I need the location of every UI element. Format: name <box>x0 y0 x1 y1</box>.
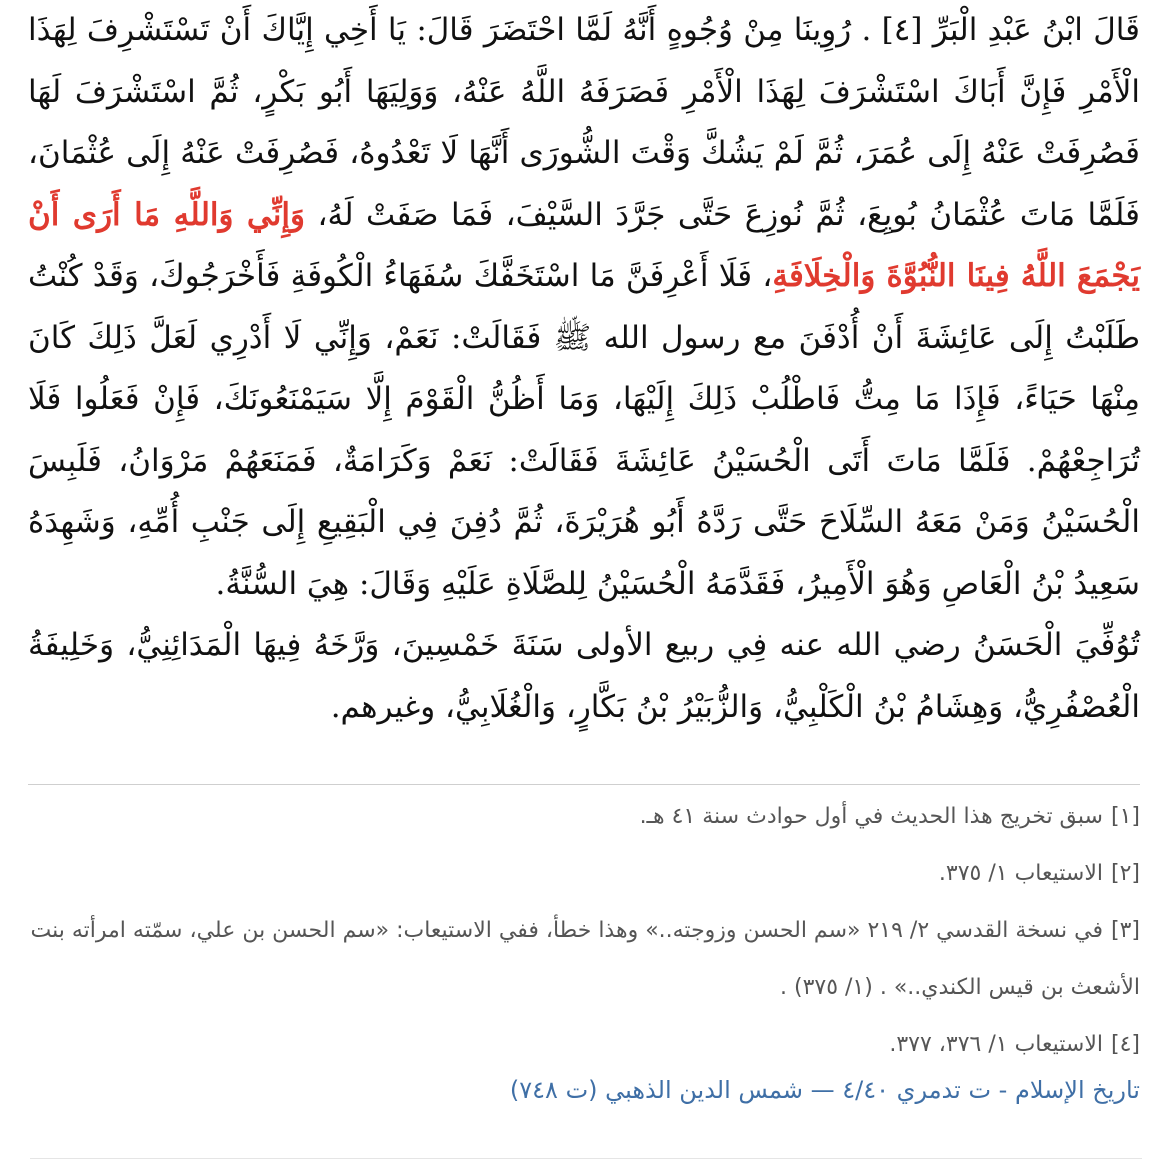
footnote-text: في نسخة القدسي ٢/ ٢١٩ «سم الحسن وزوجته..» وهذا خطأ، ففي الاستيعاب: «سم الحسن بن علي، سمّته امرأته بنت الأشعث بن قيس الكندي..» . (١/ ٣٧٥) . <box>30 918 1140 1000</box>
footnote-text: الاستيعاب ١/ ٣٧٦، ٣٧٧. <box>889 1032 1103 1057</box>
paragraph-1-text-end: ، فَلَا أَعْرِفَنَّ مَا اسْتَخَفَّكَ سُفَهَاءُ الْكُوفَةِ فَأَخْرَجُوكَ، وَقَدْ كُنْتُ طَلَبْتُ إِلَى عَائِشَةَ أَنْ أُدْفَنَ مع رسول الله ﷺ فَقَالَتْ: نَعَمْ، وَإِنِّي لَا أَدْرِي لَعَلَّ ذَلِكَ كَانَ مِنْهَا حَيَاءً، فَإِذَا مَا مِتُّ فَاطْلُبْ ذَلِكَ إِلَيْهَا، وَمَا أَظُنُّ الْقَوْمَ إِلَّا سَيَمْنَعُونَكَ، فَإِنْ فَعَلُوا فَلَا تُرَاجِعْهُمْ. فَلَمَّا مَاتَ أَتَى الْحُسَيْنُ عَائِشَةَ فَقَالَتْ: نَعَمْ وَكَرَامَةٌ، فَمَنَعَهُمْ مَرْوَانُ، فَلَبِسَ الْحُسَيْنُ وَمَنْ مَعَهُ السِّلَاحَ حَتَّى رَدَّهُ أَبُو هُرَيْرَةَ، ثُمَّ دُفِنَ فِي الْبَقِيعِ إِلَى جَنْبِ أُمِّهِ، وَشَهِدَهُ سَعِيدُ بْنُ الْعَاصِ وَهُوَ الْأَمِيرُ، فَقَدَّمَهُ الْحُسَيْنُ لِلصَّلَاةِ عَلَيْهِ وَقَالَ: هِيَ السُّنَّةُ. <box>28 258 1140 602</box>
footnote-2 <box>28 845 1140 902</box>
footnote-number: [٢] <box>1110 861 1140 886</box>
footnote-4 <box>28 1016 1140 1073</box>
footnote-number: [٣] <box>1110 918 1140 943</box>
footnote-text: الاستيعاب ١/ ٣٧٥. <box>938 861 1103 886</box>
source-link[interactable]: تاريخ الإسلام - ت تدمري ٤/٤٠ — شمس الدين الذهبي (ت ٧٤٨) <box>509 1076 1140 1104</box>
footnote-3 <box>28 902 1140 1016</box>
footnote-text: سبق تخريج هذا الحديث في أول حوادث سنة ٤١ هـ. <box>639 804 1103 829</box>
paragraph-2: تُوُفِّيَ الْحَسَنُ رضي الله عنه فِي ربيع الأولى سَنَةَ خَمْسِينَ، وَرَّخَهُ فِيهَا الْمَدَائِنِيُّ، وَخَلِيفَةُ الْعُصْفُرِيُّ، وَهِشَامُ بْنُ الْكَلْبِيُّ، وَالزُّبَيْرُ بْنُ بَكَّارٍ، وَالْغُلَابِيُّ، وغيرهم. <box>28 627 1140 725</box>
document-page <box>28 0 1140 1163</box>
paragraph-1-text-start: قَالَ ابْنُ عَبْدِ الْبَرِّ [٤] . رُوِينَا مِنْ وُجُوهٍ أَنَّهُ لَمَّا احْتَضَرَ قَالَ: يَا أَخِي إِيَّاكَ أَنْ تَسْتَشْرِفَ لِهَذَا الْأَمْرِ فَإِنَّ أَبَاكَ اسْتَشْرَفَ لِهَذَا الْأَمْرِ فَصَرَفَهُ اللَّهُ عَنْهُ، وَوَلِيَهَا أَبُو بَكْرٍ، ثُمَّ اسْتَشْرَفَ لَهَا فَصُرِفَتْ عَنْهُ إِلَى عُمَرَ، ثُمَّ لَمْ يَشُكَّ وَقْتَ الشُّورَى أَنَّهَا لَا تَعْدُوهُ، فَصُرِفَتْ عَنْهُ إِلَى عُثْمَانَ، فَلَمَّا مَاتَ عُثْمَانُ بُويِعَ، ثُمَّ نُوزِعَ حَتَّى جَرَّدَ السَّيْفَ، فَمَا صَفَتْ لَهُ، <box>28 12 1140 233</box>
highlighted-quote: وَإِنِّي وَاللَّهِ مَا أَرَى أَنْ يَجْمَعَ اللَّهُ فِينَا النُّبُوَّةَ وَالْخِلَافَةِ <box>28 196 1140 294</box>
footnote-number: [٤] <box>1110 1032 1140 1057</box>
footnote-divider <box>28 784 1140 785</box>
footnotes <box>28 788 1140 1073</box>
main-text <box>28 0 1140 738</box>
footnote-number: [١] <box>1110 804 1140 829</box>
paragraph-1 <box>28 0 1140 615</box>
bottom-divider <box>30 1158 1142 1159</box>
footnote-1 <box>28 788 1140 845</box>
